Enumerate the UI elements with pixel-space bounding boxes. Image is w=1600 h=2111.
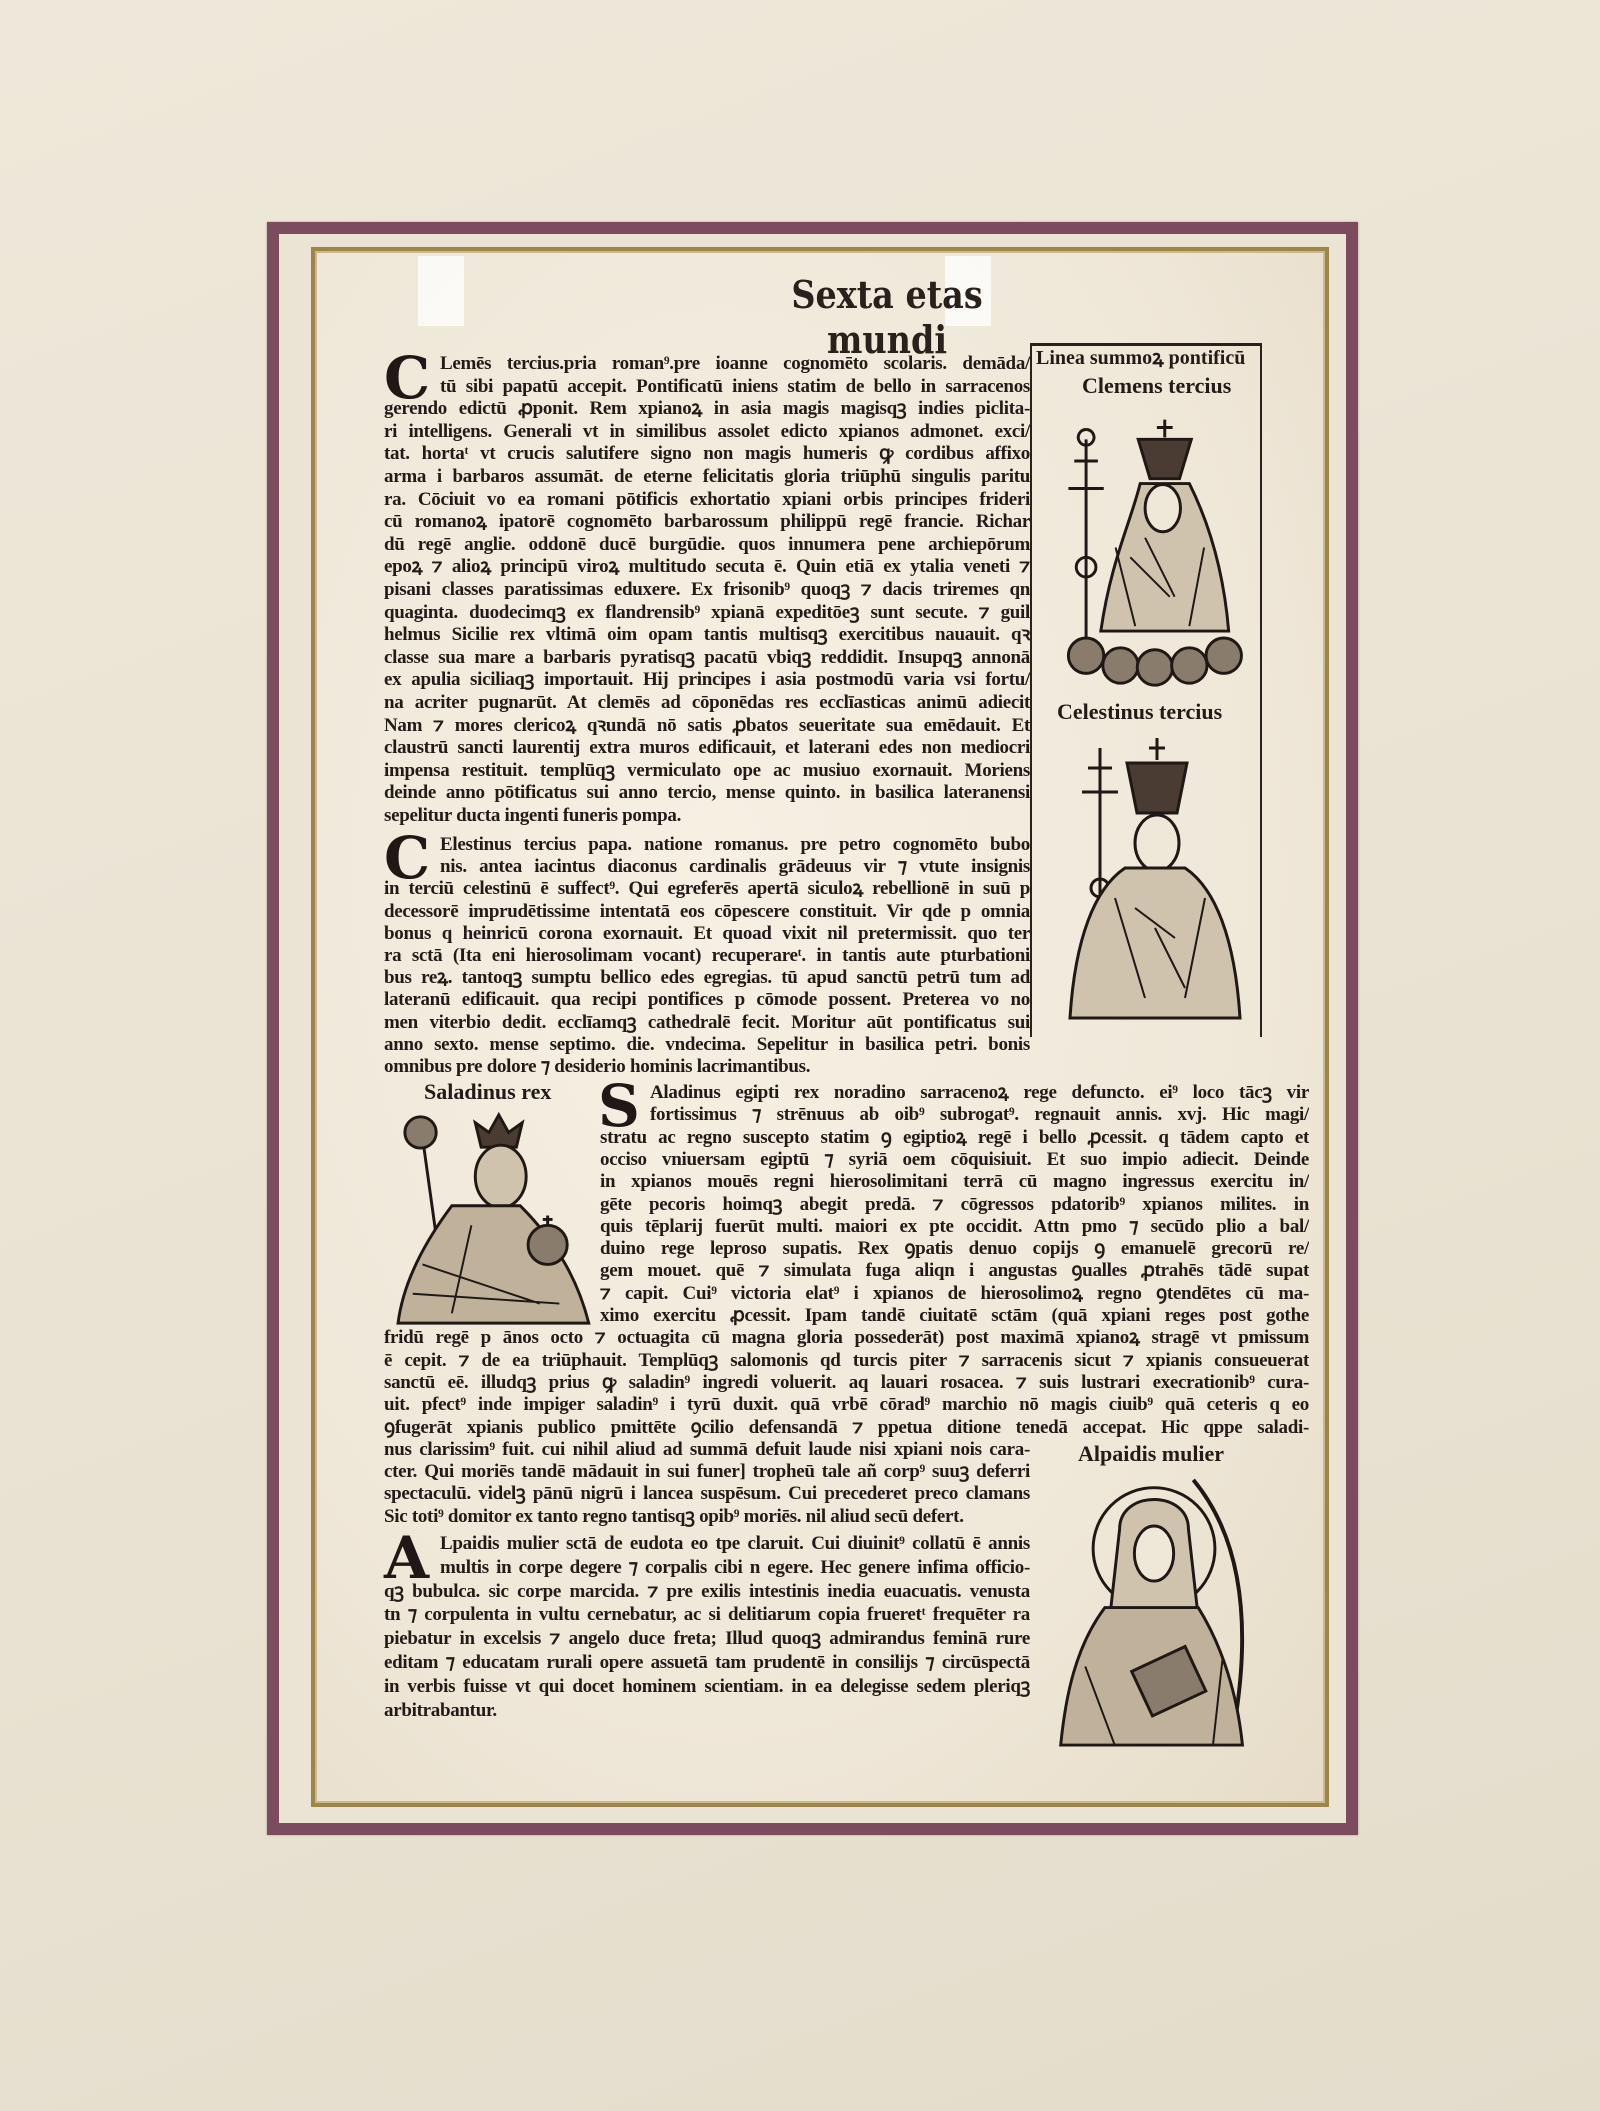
text-line: piebatur in excelsis ⁊ angelo duce freta; Illud quoqꝫ admirandus feminā rure [384,1628,1030,1650]
text-line: arma i barbaros assumāt. de eterne felicitatis gloria triūphū singulis paritu [384,466,1030,487]
text-line: uit. pfect⁹ inde impiger saladin⁹ i tyrū duxit. quā vrbē cōrad⁹ marchio nō magis ciuib⁹ quā ceteris q eo [384,1394,1309,1416]
text-line: Lemēs tercius.pria roman⁹.pre ioanne cognomēto scolaris. demāda/ [440,353,1030,374]
text-line: decessorē imprudētissime intentatā eos cōpescere constituit. Vir qde p omnia [384,900,1030,922]
text-line: editam ⁊ educatam rurali opere assuetā tam prudentē in consilijs ⁊ circūspectā [384,1652,1030,1673]
text-line: duino rege leproso supatis. Rex ꝯpatis denuo copijs ꝯ emanuelē grecorū re/ [600,1238,1309,1260]
text-line: na acriter pugnarūt. At clemēs ad cōponēdas res ecclīasticas animū adiecit [384,692,1030,713]
text-line: ri intelligens. Generali vt in similibus assolet edicto xpianos admonet. exci/ [384,420,1030,442]
text-line: Elestinus tercius papa. natione romanus. pre petro cognomēto bubo [440,834,1030,855]
text-line: sepelitur ducta ingenti funeris pompa. [384,805,682,826]
text-line: nus clarissim⁹ fuit. cui nihil aliud ad summā defuit laude nisi xpiani nois cara- [384,1438,1030,1460]
text-line: bonus q heinricū corona exornauit. Et quoad vixit nil pretermissit. quo ter [384,922,1030,944]
text-line: cū romanoꝝ ipatorē cognomēto barbarossum philippū regē francie. Richar [384,511,1030,533]
text-line: in xpianos mouēs regni hierosolimitani terrā cū magno ingressus exercitu in/ [600,1171,1309,1193]
text-line: gerendo edictū ꝓponit. Rem xpianoꝝ in asia magis magisqꝫ indies piclita- [384,398,1030,420]
text-line: gēte pecoris hoimqꝫ abegit predā. ⁊ cōgressos pdatorib⁹ xpianos milites. in [600,1193,1309,1215]
text-line: deinde anno pōtificatus sui anno tercio, mense quinto. in basilica lateranensi [384,782,1030,804]
text-line: ꝯfugerāt xpianis publico pmittēte ꝯcilio defensandā ⁊ ppetua ditione tenedā accepat. Hic qppe saladi- [384,1416,1309,1438]
hinge-tape [418,256,464,326]
pontiff-column-heading: Linea summoꝝ pontificū [1036,347,1246,369]
drop-cap: S [598,1072,640,1140]
drop-cap: C [384,344,431,412]
text-line: gem mouet. quē ⁊ simulata fuga aliqn i angustas ꝯualles ꝓtrahēs tādē supat [600,1260,1309,1282]
pope-caption: Clemens tercius [1082,373,1232,398]
text-line: fortissimus ⁊ strēnuus ab oib⁹ subrogat⁹. regnauit annis. xvj. Hic magi/ [650,1104,1309,1126]
text-line: in verbis fuisse vt qui docet hominem scientiam. in ea delegisse sedem pleriqꝫ [384,1675,1030,1697]
text-line: pisani classes paratissimas eduxere. Ex frisonib⁹ quoqꝫ ⁊ dacis triremes qn [384,579,1030,600]
text-line: qꝫ bubulca. sic corpe marcida. ⁊ pre exilis intestinis inedia euacuatis. venusta [384,1580,1030,1602]
text-line: men viterbio dedit. ecclīamqꝫ cathedralē fecit. Moritur aūt pontificatus sui [384,1011,1030,1033]
text-line: bus reꝝ. tantoqꝫ sumptu bellico edes egregias. tū apud sanctū petrū tum ad [384,967,1030,989]
text-line: Lpaidis mulier sctā de eudota eo tpe claruit. Cui diuinit⁹ collatū ē annis [440,1533,1030,1554]
text-line: impensa restituit. templūqꝫ vermiculato ope ac musiuo exornauit. Moriens [384,759,1030,781]
text-line: multis in corpe degere ⁊ corpalis cibi n egere. Hec genere infima officio- [440,1556,1030,1578]
text-line: anno sexto. mense septimo. die. vndecima. Sepelitur in basilica petri. bonis [384,1033,1030,1055]
text-line: occiso vniuersam egiptū ⁊ syriā oem cōquisiuit. Et suo impio adiecit. Deinde [600,1148,1309,1170]
text-line: epoꝝ ⁊ alioꝝ principū viroꝝ multitudo secuta ē. Quin etiā ex ytalia veneti ⁊ [384,556,1030,578]
text-line: quaginta. duodecimqꝫ ex flandrensib⁹ xpianā expeditōeꝫ sunt secute. ⁊ guil [384,601,1030,623]
text-line: cter. Qui moriēs tandē mādauit in sui funer] tropheū tale añ corp⁹ suuꝫ deferri [384,1461,1030,1483]
clemens-woodcut [1045,400,1255,695]
text-line: arbitrabantur. [384,1699,497,1721]
saladin-caption: Saladinus rex [424,1079,552,1104]
text-line: Aladinus egipti rex noradino sarracenoꝝ rege defuncto. ei⁹ loco tācꝫ vir [650,1082,1309,1103]
text-line: Nam ⁊ mores clericoꝝ qꝛundā nō satis ꝓbatos seueritate sua emēdauit. Et [384,714,1030,736]
text-line: stratu ac regno suscepto statim ꝯ egiptioꝝ regē i bello ꝓcessit. q tādem capto et [600,1126,1309,1148]
text-line: ra. Cōciuit vo ea romani pōtificis exhortatio xpiani orbis principes frideri [384,488,1030,510]
text-line: Sic toti⁹ domitor ex tanto regno tantisqꝫ opib⁹ moriēs. nil aliud secū defert. [384,1505,964,1527]
celestinus-woodcut [1055,728,1250,1028]
text-line: quis tēplarij fuerūt multi. maiori ex pte occidit. Attn pmo ⁊ secūdo plio a bal/ [600,1215,1309,1237]
text-line: fridū regē p ānos octo ⁊ octuagita cū magna gloria possederāt) post maximā xpianoꝝ stragē vt pmissum [384,1327,1309,1349]
text-line: ra sctā (Ita eni hierosolimam vocant) recuperareᵗ. in tantis aute pturbationi [384,945,1030,966]
text-line: spectaculū. videlꝫ pānū nigrū i lancea suspēsum. Cui precederet preco clamans [384,1483,1030,1505]
text-line: ē cepit. ⁊ de ea triūphauit. Templūqꝫ salomonis qd turcis piter ⁊ sarracenis sicut ⁊ xpianis consueuerat [384,1349,1309,1371]
text-line: tat. hortaᵗ vt crucis salutifere signo non magis humeris ꝙ cordibus affixo [384,443,1030,465]
text-line: lateranū edificauit. qua recipi pontifices p cōmode possent. Preterea vo no [384,989,1030,1011]
text-line: ex apulia siciliaqꝫ importauit. Hij principes i asia postmodū varia vsi fortu/ [384,669,1030,691]
saladin-woodcut [381,1108,596,1328]
text-line: tn ⁊ corpulenta in vultu cernebatur, ac si delitiarum copia frueretᵗ frequēter ra [384,1604,1030,1626]
pope-caption: Celestinus tercius [1057,699,1223,724]
page-title: Sexta etas mundi [791,272,983,362]
alpaidis-woodcut [1044,1470,1266,1750]
text-line: claustrū sancti laurentij extra muros edificauit, et laterani edes non mediocri [384,737,1030,759]
text-line: ⁊ capit. Cui⁹ victoria elat⁹ i xpianos de hierosolimoꝝ regno ꝯtendētes cū ma- [600,1282,1309,1304]
text-line: classe sua mare a barbaris pyratisqꝫ pacatū vbiqꝫ reddidit. Insupqꝫ annonā [384,646,1030,668]
text-line: tū sibi papatū accepit. Pontificatū iniens statim de bello in sarracenos [440,375,1030,397]
text-line: nis. antea iacintus diaconus cardinalis grādeuus vir ⁊ vtute insignis [440,856,1030,878]
text-line: ximo exercitu ꝓcessit. Ipam tandē ciuitatē sctām (quā xpiani reges post gothe [600,1305,1309,1326]
text-line: omnibus pre dolore ⁊ desiderio hominis lacrimantibus. [384,1056,811,1077]
text-line: in terciū celestinū ē suffect⁹. Qui egreferēs apertā siculoꝝ rebellionē in suū p [384,878,1030,900]
drop-cap: C [384,824,431,892]
text-line: helmus Sicilie rex vltimā oim opam tantis multisqꝫ exercitibus nauauit. qꝛ [384,624,1030,646]
text-line: sanctū eē. illudqꝫ prius ꝙ saladin⁹ ingredi voluerit. aq lauari rosacea. ⁊ suis lustrari execrationib⁹ cura- [384,1371,1309,1393]
alpaidis-caption: Alpaidis mulier [1078,1441,1225,1466]
text-line: dū regē anglie. oddonē ducē burgūdie. quos innumera pene archiepōrum [384,533,1030,555]
drop-cap: A [384,1524,430,1592]
